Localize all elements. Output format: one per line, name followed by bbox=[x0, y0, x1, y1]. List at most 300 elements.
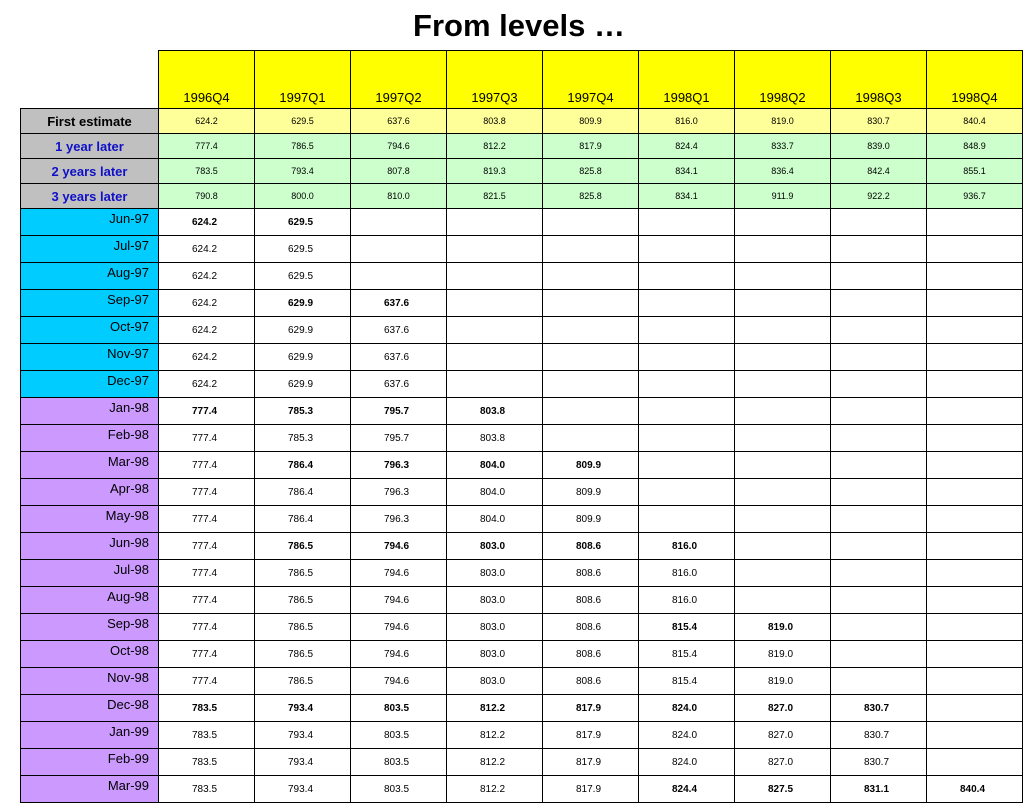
estimate-label: 3 years later bbox=[21, 184, 159, 209]
vintage-cell: 827.0 bbox=[735, 695, 831, 722]
vintage-label: Jul-98 bbox=[21, 560, 159, 587]
vintage-cell: 629.5 bbox=[255, 236, 351, 263]
vintage-cell: 817.9 bbox=[543, 695, 639, 722]
estimate-row bbox=[21, 184, 1023, 209]
vintage-label: Dec-98 bbox=[21, 695, 159, 722]
vintage-cell bbox=[927, 209, 1023, 236]
vintage-cell bbox=[639, 506, 735, 533]
vintage-cell: 783.5 bbox=[159, 695, 255, 722]
vintage-cell bbox=[831, 317, 927, 344]
vintage-cell bbox=[639, 344, 735, 371]
vintage-cell: 817.9 bbox=[543, 776, 639, 803]
vintage-cell: 808.6 bbox=[543, 668, 639, 695]
vintage-cell: 812.2 bbox=[447, 695, 543, 722]
estimate-cell: 836.4 bbox=[735, 159, 831, 184]
vintage-row bbox=[21, 209, 1023, 236]
vintage-row bbox=[21, 317, 1023, 344]
vintage-row bbox=[21, 344, 1023, 371]
vintage-cell: 809.9 bbox=[543, 506, 639, 533]
estimate-cell: 855.1 bbox=[927, 159, 1023, 184]
vintage-cell: 785.3 bbox=[255, 425, 351, 452]
estimate-cell: 803.8 bbox=[447, 109, 543, 134]
vintage-cell: 817.9 bbox=[543, 749, 639, 776]
vintage-cell bbox=[735, 344, 831, 371]
vintage-cell: 629.9 bbox=[255, 371, 351, 398]
quarter-header-row bbox=[21, 51, 1023, 109]
vintage-cell: 819.0 bbox=[735, 614, 831, 641]
estimate-cell: 783.5 bbox=[159, 159, 255, 184]
quarter-header: 1997Q3 bbox=[447, 51, 543, 109]
vintage-cell: 795.7 bbox=[351, 425, 447, 452]
vintage-cell bbox=[927, 560, 1023, 587]
vintage-label: Jul-97 bbox=[21, 236, 159, 263]
vintage-cell bbox=[543, 425, 639, 452]
vintage-cell: 794.6 bbox=[351, 560, 447, 587]
vintage-cell bbox=[831, 533, 927, 560]
vintage-cell bbox=[735, 560, 831, 587]
vintage-cell: 777.4 bbox=[159, 479, 255, 506]
vintage-row bbox=[21, 263, 1023, 290]
estimate-label: 1 year later bbox=[21, 134, 159, 159]
vintage-cell: 803.5 bbox=[351, 695, 447, 722]
vintage-cell: 637.6 bbox=[351, 371, 447, 398]
vintage-cell bbox=[927, 749, 1023, 776]
vintage-cell bbox=[927, 290, 1023, 317]
vintage-cell bbox=[735, 533, 831, 560]
vintage-cell: 783.5 bbox=[159, 722, 255, 749]
vintage-cell: 819.0 bbox=[735, 668, 831, 695]
vintage-cell: 794.6 bbox=[351, 614, 447, 641]
vintage-cell bbox=[831, 344, 927, 371]
vintage-cell: 793.4 bbox=[255, 722, 351, 749]
vintage-cell: 819.0 bbox=[735, 641, 831, 668]
vintage-cell bbox=[351, 209, 447, 236]
vintage-row bbox=[21, 641, 1023, 668]
vintage-cell: 777.4 bbox=[159, 560, 255, 587]
vintage-cell bbox=[543, 398, 639, 425]
vintage-cell: 777.4 bbox=[159, 587, 255, 614]
vintage-cell: 804.0 bbox=[447, 452, 543, 479]
estimate-cell: 629.5 bbox=[255, 109, 351, 134]
vintage-row bbox=[21, 479, 1023, 506]
vintage-cell bbox=[639, 263, 735, 290]
vintage-cell bbox=[831, 587, 927, 614]
vintage-cell: 824.0 bbox=[639, 749, 735, 776]
vintage-cell bbox=[927, 317, 1023, 344]
vintage-label: Jan-98 bbox=[21, 398, 159, 425]
vintage-cell bbox=[831, 425, 927, 452]
vintage-cell: 803.5 bbox=[351, 776, 447, 803]
vintage-row bbox=[21, 749, 1023, 776]
estimate-cell: 817.9 bbox=[543, 134, 639, 159]
vintage-cell bbox=[447, 263, 543, 290]
vintage-cell: 803.0 bbox=[447, 560, 543, 587]
vintage-cell bbox=[927, 614, 1023, 641]
vintage-label: Oct-97 bbox=[21, 317, 159, 344]
vintage-cell: 624.2 bbox=[159, 209, 255, 236]
vintage-cell: 815.4 bbox=[639, 668, 735, 695]
vintage-row bbox=[21, 452, 1023, 479]
vintage-row bbox=[21, 425, 1023, 452]
vintage-cell: 804.0 bbox=[447, 479, 543, 506]
quarter-header: 1998Q2 bbox=[735, 51, 831, 109]
vintage-cell bbox=[735, 425, 831, 452]
vintage-cell bbox=[831, 290, 927, 317]
vintage-cell: 637.6 bbox=[351, 344, 447, 371]
vintage-cell bbox=[927, 695, 1023, 722]
page-title: From levels … bbox=[413, 8, 625, 43]
vintage-label: Feb-99 bbox=[21, 749, 159, 776]
vintage-cell: 804.0 bbox=[447, 506, 543, 533]
vintage-cell bbox=[831, 479, 927, 506]
estimate-cell: 819.0 bbox=[735, 109, 831, 134]
vintage-cell: 793.4 bbox=[255, 695, 351, 722]
vintage-cell bbox=[447, 236, 543, 263]
vintage-row bbox=[21, 533, 1023, 560]
vintage-cell: 830.7 bbox=[831, 749, 927, 776]
vintage-cell bbox=[927, 533, 1023, 560]
vintage-cell: 803.5 bbox=[351, 749, 447, 776]
corner-cell bbox=[21, 51, 159, 109]
vintage-cell bbox=[639, 452, 735, 479]
quarter-header: 1997Q1 bbox=[255, 51, 351, 109]
vintage-cell bbox=[735, 317, 831, 344]
vintage-label: Sep-98 bbox=[21, 614, 159, 641]
vintage-cell bbox=[927, 344, 1023, 371]
vintage-row bbox=[21, 371, 1023, 398]
vintage-row bbox=[21, 236, 1023, 263]
vintage-row bbox=[21, 776, 1023, 803]
revision-table-body bbox=[21, 51, 1023, 803]
vintage-cell: 785.3 bbox=[255, 398, 351, 425]
vintage-label: Aug-97 bbox=[21, 263, 159, 290]
vintage-cell bbox=[543, 263, 639, 290]
quarter-header: 1998Q1 bbox=[639, 51, 735, 109]
vintage-cell: 796.3 bbox=[351, 506, 447, 533]
vintage-cell bbox=[735, 398, 831, 425]
vintage-cell: 815.4 bbox=[639, 614, 735, 641]
vintage-label: Mar-99 bbox=[21, 776, 159, 803]
estimate-cell: 809.9 bbox=[543, 109, 639, 134]
vintage-cell: 830.7 bbox=[831, 722, 927, 749]
vintage-cell: 808.6 bbox=[543, 614, 639, 641]
vintage-cell: 629.9 bbox=[255, 344, 351, 371]
estimate-cell: 936.7 bbox=[927, 184, 1023, 209]
estimate-cell: 793.4 bbox=[255, 159, 351, 184]
vintage-cell: 803.0 bbox=[447, 533, 543, 560]
vintage-cell: 777.4 bbox=[159, 398, 255, 425]
vintage-cell: 803.0 bbox=[447, 614, 543, 641]
vintage-cell: 786.5 bbox=[255, 533, 351, 560]
vintage-cell: 816.0 bbox=[639, 560, 735, 587]
estimate-cell: 819.3 bbox=[447, 159, 543, 184]
vintage-cell: 629.9 bbox=[255, 290, 351, 317]
vintage-cell bbox=[831, 668, 927, 695]
vintage-cell: 777.4 bbox=[159, 506, 255, 533]
vintage-cell: 827.0 bbox=[735, 722, 831, 749]
vintage-cell bbox=[831, 209, 927, 236]
vintage-cell bbox=[831, 506, 927, 533]
estimate-row bbox=[21, 134, 1023, 159]
vintage-cell: 827.0 bbox=[735, 749, 831, 776]
vintage-cell: 803.0 bbox=[447, 641, 543, 668]
estimate-label: First estimate bbox=[21, 109, 159, 134]
vintage-cell: 786.5 bbox=[255, 560, 351, 587]
vintage-cell: 786.4 bbox=[255, 506, 351, 533]
vintage-cell: 803.0 bbox=[447, 587, 543, 614]
vintage-cell: 824.4 bbox=[639, 776, 735, 803]
vintage-row bbox=[21, 587, 1023, 614]
estimate-cell: 807.8 bbox=[351, 159, 447, 184]
vintage-cell bbox=[735, 506, 831, 533]
quarter-header: 1996Q4 bbox=[159, 51, 255, 109]
vintage-cell bbox=[351, 236, 447, 263]
vintage-label: Dec-97 bbox=[21, 371, 159, 398]
vintage-row bbox=[21, 398, 1023, 425]
vintage-cell: 786.4 bbox=[255, 479, 351, 506]
estimate-cell: 911.9 bbox=[735, 184, 831, 209]
vintage-cell bbox=[735, 290, 831, 317]
vintage-cell bbox=[543, 344, 639, 371]
vintage-cell: 816.0 bbox=[639, 587, 735, 614]
vintage-cell: 816.0 bbox=[639, 533, 735, 560]
vintage-cell: 629.5 bbox=[255, 209, 351, 236]
vintage-row bbox=[21, 695, 1023, 722]
vintage-cell bbox=[831, 398, 927, 425]
vintage-row bbox=[21, 722, 1023, 749]
vintage-cell: 783.5 bbox=[159, 749, 255, 776]
vintage-cell bbox=[447, 344, 543, 371]
vintage-label: Nov-97 bbox=[21, 344, 159, 371]
estimate-cell: 800.0 bbox=[255, 184, 351, 209]
vintage-row bbox=[21, 506, 1023, 533]
vintage-label: Jun-98 bbox=[21, 533, 159, 560]
vintage-cell bbox=[639, 425, 735, 452]
vintage-cell: 803.8 bbox=[447, 425, 543, 452]
estimate-cell: 834.1 bbox=[639, 184, 735, 209]
vintage-cell: 637.6 bbox=[351, 290, 447, 317]
estimate-cell: 624.2 bbox=[159, 109, 255, 134]
vintage-cell bbox=[927, 479, 1023, 506]
vintage-cell bbox=[927, 506, 1023, 533]
vintage-cell bbox=[831, 560, 927, 587]
estimate-cell: 922.2 bbox=[831, 184, 927, 209]
estimate-row bbox=[21, 109, 1023, 134]
vintage-cell: 824.0 bbox=[639, 722, 735, 749]
estimate-cell: 825.8 bbox=[543, 159, 639, 184]
estimate-cell: 810.0 bbox=[351, 184, 447, 209]
vintage-cell: 808.6 bbox=[543, 641, 639, 668]
vintage-cell bbox=[543, 290, 639, 317]
vintage-cell bbox=[639, 479, 735, 506]
vintage-cell bbox=[735, 452, 831, 479]
vintage-cell bbox=[735, 263, 831, 290]
vintage-cell bbox=[639, 398, 735, 425]
vintage-cell: 637.6 bbox=[351, 317, 447, 344]
vintage-cell bbox=[735, 587, 831, 614]
vintage-cell: 624.2 bbox=[159, 371, 255, 398]
estimate-cell: 790.8 bbox=[159, 184, 255, 209]
vintage-cell: 812.2 bbox=[447, 749, 543, 776]
vintage-cell: 796.3 bbox=[351, 452, 447, 479]
vintage-cell: 777.4 bbox=[159, 533, 255, 560]
vintage-cell bbox=[351, 263, 447, 290]
vintage-cell: 824.0 bbox=[639, 695, 735, 722]
estimate-row bbox=[21, 159, 1023, 184]
vintage-cell: 794.6 bbox=[351, 668, 447, 695]
vintage-cell: 803.8 bbox=[447, 398, 543, 425]
vintage-cell: 794.6 bbox=[351, 533, 447, 560]
vintage-cell: 812.2 bbox=[447, 722, 543, 749]
vintage-cell bbox=[831, 641, 927, 668]
vintage-cell bbox=[735, 371, 831, 398]
estimate-cell: 842.4 bbox=[831, 159, 927, 184]
vintage-cell bbox=[639, 209, 735, 236]
estimate-cell: 824.4 bbox=[639, 134, 735, 159]
vintage-cell: 624.2 bbox=[159, 317, 255, 344]
vintage-cell: 803.5 bbox=[351, 722, 447, 749]
vintage-cell bbox=[927, 398, 1023, 425]
vintage-cell: 624.2 bbox=[159, 263, 255, 290]
vintage-label: Jun-97 bbox=[21, 209, 159, 236]
estimate-cell: 833.7 bbox=[735, 134, 831, 159]
vintage-cell: 809.9 bbox=[543, 479, 639, 506]
vintage-cell bbox=[927, 668, 1023, 695]
vintage-label: Oct-98 bbox=[21, 641, 159, 668]
vintage-row bbox=[21, 614, 1023, 641]
vintage-cell bbox=[639, 317, 735, 344]
vintage-label: Mar-98 bbox=[21, 452, 159, 479]
vintage-label: Sep-97 bbox=[21, 290, 159, 317]
estimate-cell: 812.2 bbox=[447, 134, 543, 159]
vintage-cell: 629.5 bbox=[255, 263, 351, 290]
vintage-cell bbox=[831, 263, 927, 290]
vintage-cell bbox=[831, 614, 927, 641]
vintage-cell bbox=[735, 479, 831, 506]
vintage-cell bbox=[927, 587, 1023, 614]
vintage-cell bbox=[735, 209, 831, 236]
vintage-cell: 624.2 bbox=[159, 344, 255, 371]
vintage-cell: 831.1 bbox=[831, 776, 927, 803]
vintage-cell: 793.4 bbox=[255, 776, 351, 803]
vintage-cell bbox=[447, 290, 543, 317]
estimate-cell: 821.5 bbox=[447, 184, 543, 209]
vintage-cell: 777.4 bbox=[159, 668, 255, 695]
vintage-cell bbox=[447, 317, 543, 344]
vintage-cell: 786.5 bbox=[255, 668, 351, 695]
vintage-cell: 624.2 bbox=[159, 290, 255, 317]
vintage-cell bbox=[927, 425, 1023, 452]
vintage-cell: 777.4 bbox=[159, 614, 255, 641]
estimate-cell: 794.6 bbox=[351, 134, 447, 159]
vintage-label: Feb-98 bbox=[21, 425, 159, 452]
vintage-cell: 795.7 bbox=[351, 398, 447, 425]
vintage-cell bbox=[543, 371, 639, 398]
vintage-cell bbox=[639, 236, 735, 263]
vintage-cell: 794.6 bbox=[351, 587, 447, 614]
vintage-cell: 840.4 bbox=[927, 776, 1023, 803]
vintage-cell: 812.2 bbox=[447, 776, 543, 803]
vintage-row bbox=[21, 560, 1023, 587]
quarter-header: 1998Q4 bbox=[927, 51, 1023, 109]
estimate-cell: 830.7 bbox=[831, 109, 927, 134]
vintage-cell: 786.5 bbox=[255, 614, 351, 641]
vintage-cell: 815.4 bbox=[639, 641, 735, 668]
quarter-header: 1998Q3 bbox=[831, 51, 927, 109]
vintage-cell: 808.6 bbox=[543, 560, 639, 587]
vintage-cell: 794.6 bbox=[351, 641, 447, 668]
vintage-cell: 793.4 bbox=[255, 749, 351, 776]
vintage-cell bbox=[639, 290, 735, 317]
vintage-label: Jan-99 bbox=[21, 722, 159, 749]
vintage-cell bbox=[831, 371, 927, 398]
vintage-cell: 786.5 bbox=[255, 641, 351, 668]
vintage-cell: 624.2 bbox=[159, 236, 255, 263]
revision-table bbox=[20, 50, 1023, 803]
vintage-cell bbox=[831, 452, 927, 479]
estimate-cell: 839.0 bbox=[831, 134, 927, 159]
vintage-cell bbox=[927, 371, 1023, 398]
vintage-cell: 777.4 bbox=[159, 425, 255, 452]
vintage-cell bbox=[639, 371, 735, 398]
vintage-cell bbox=[543, 236, 639, 263]
vintage-cell bbox=[927, 236, 1023, 263]
estimate-cell: 834.1 bbox=[639, 159, 735, 184]
vintage-cell bbox=[831, 236, 927, 263]
estimate-cell: 825.8 bbox=[543, 184, 639, 209]
vintage-cell bbox=[927, 641, 1023, 668]
vintage-cell bbox=[927, 263, 1023, 290]
estimate-cell: 840.4 bbox=[927, 109, 1023, 134]
vintage-cell: 817.9 bbox=[543, 722, 639, 749]
vintage-cell: 830.7 bbox=[831, 695, 927, 722]
quarter-header: 1997Q4 bbox=[543, 51, 639, 109]
estimate-cell: 786.5 bbox=[255, 134, 351, 159]
vintage-row bbox=[21, 290, 1023, 317]
vintage-label: May-98 bbox=[21, 506, 159, 533]
vintage-cell: 777.4 bbox=[159, 452, 255, 479]
vintage-row bbox=[21, 668, 1023, 695]
estimate-label: 2 years later bbox=[21, 159, 159, 184]
vintage-cell: 827.5 bbox=[735, 776, 831, 803]
estimate-cell: 848.9 bbox=[927, 134, 1023, 159]
vintage-cell bbox=[735, 236, 831, 263]
vintage-cell bbox=[543, 317, 639, 344]
vintage-cell: 803.0 bbox=[447, 668, 543, 695]
estimate-cell: 637.6 bbox=[351, 109, 447, 134]
vintage-cell bbox=[927, 452, 1023, 479]
vintage-label: Aug-98 bbox=[21, 587, 159, 614]
vintage-cell: 777.4 bbox=[159, 641, 255, 668]
vintage-label: Apr-98 bbox=[21, 479, 159, 506]
vintage-cell: 786.5 bbox=[255, 587, 351, 614]
estimate-cell: 777.4 bbox=[159, 134, 255, 159]
vintage-cell bbox=[447, 371, 543, 398]
vintage-cell: 809.9 bbox=[543, 452, 639, 479]
vintage-cell: 808.6 bbox=[543, 587, 639, 614]
vintage-label: Nov-98 bbox=[21, 668, 159, 695]
vintage-cell: 808.6 bbox=[543, 533, 639, 560]
vintage-cell bbox=[927, 722, 1023, 749]
vintage-cell: 783.5 bbox=[159, 776, 255, 803]
vintage-cell: 796.3 bbox=[351, 479, 447, 506]
vintage-cell bbox=[447, 209, 543, 236]
vintage-cell: 786.4 bbox=[255, 452, 351, 479]
quarter-header: 1997Q2 bbox=[351, 51, 447, 109]
vintage-cell: 629.9 bbox=[255, 317, 351, 344]
estimate-cell: 816.0 bbox=[639, 109, 735, 134]
vintage-cell bbox=[543, 209, 639, 236]
